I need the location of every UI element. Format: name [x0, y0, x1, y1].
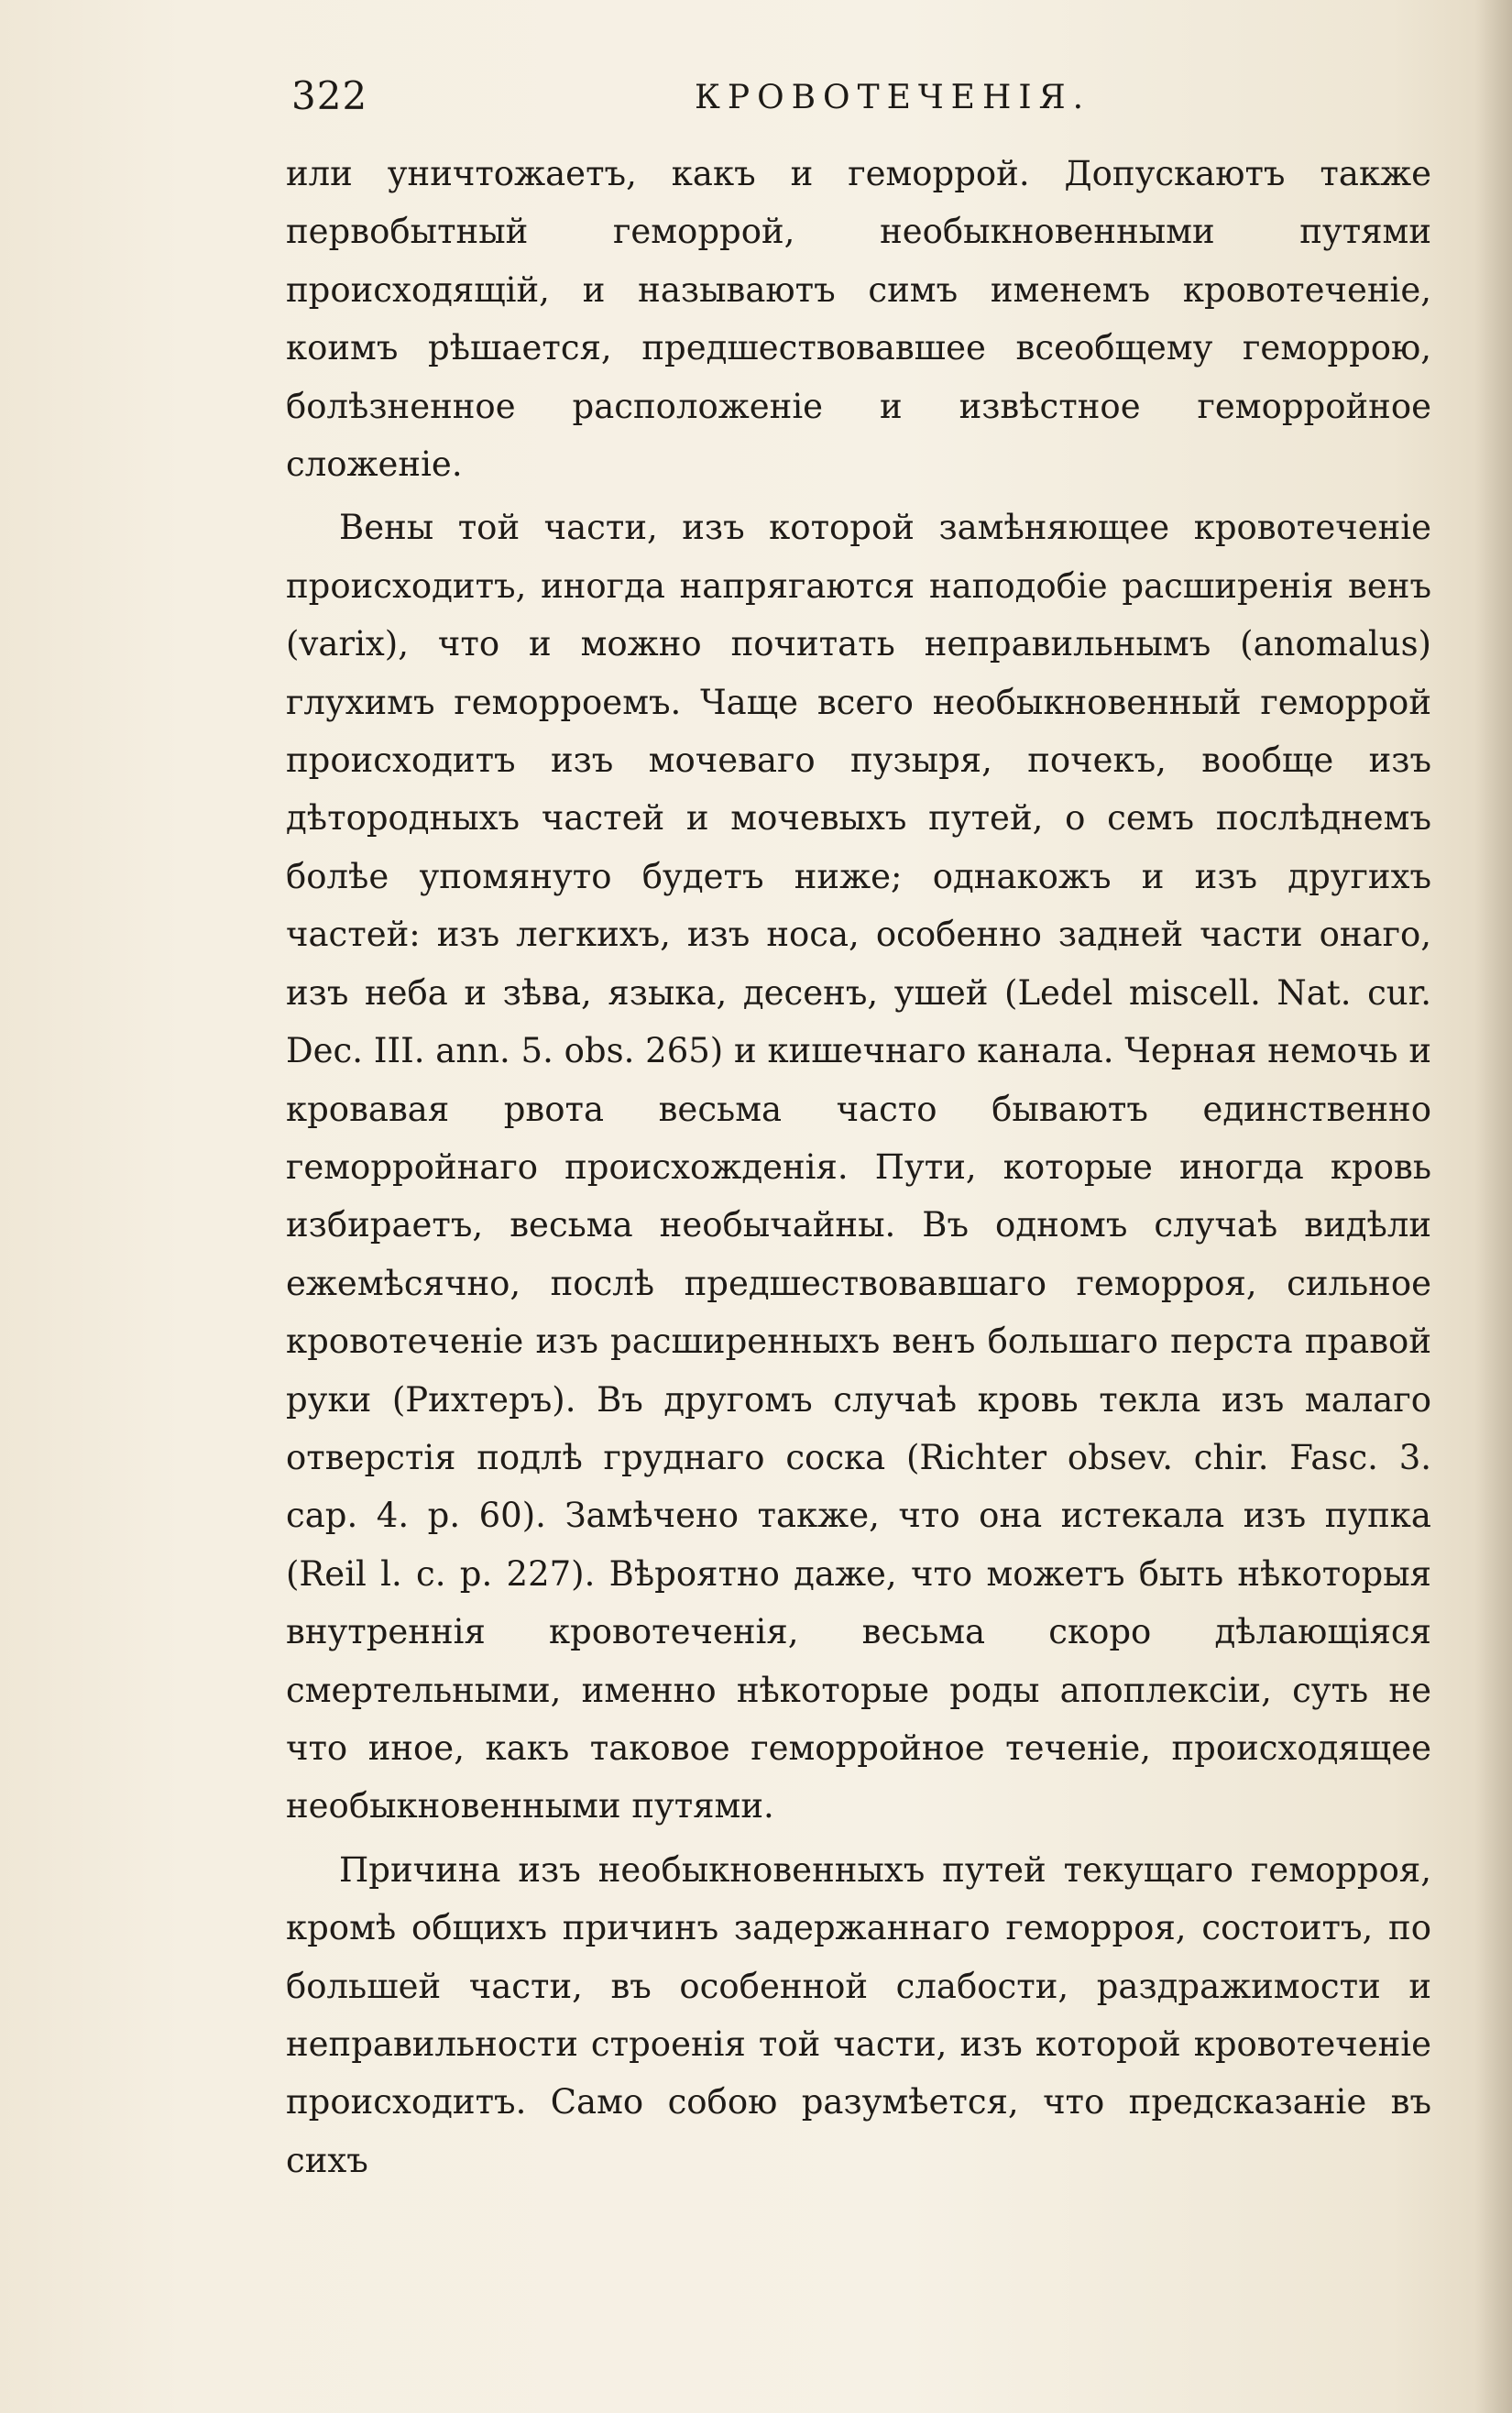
paragraph-3: Причина изъ необыкновенныхъ путей текущаго геморроя, кромѣ общихъ причинъ задержаннаго геморроя, состоитъ, по большей части, въ особенной слабости, раздражимости и неправильности строенія той части, изъ которой кровотеченіе происходитъ. Само собою разумѣется, что предсказаніе въ сихъ: [286, 1849, 1431, 2180]
page-header: [291, 73, 1428, 137]
spine-shadow: [1475, 0, 1512, 2413]
paragraph-2: Вены той части, изъ которой замѣняющее кровотеченіе происходитъ, иногда напрягаются наподобіе расширенія венъ (varix), что и можно почитать неправильнымъ (anomalus) глухимъ геморроемъ. Чаще всего необыкновенный геморрой происходитъ изъ мочеваго пузыря, почекъ, вообще изъ дѣтородныхъ частей и мочевыхъ путей, о семъ послѣднемъ болѣе упомянуто будетъ ниже; однакожъ и изъ другихъ частей: изъ легкихъ, изъ носа, особенно задней части онаго, изъ неба и зѣва, языка, десенъ, ушей (Ledel miscell. Nat. cur. Dec. III. ann. 5. obs. 265) и кишечнаго канала. Черная немочь и кровавая рвота весьма часто бываютъ единственно геморройнаго происхожденія. Пути, которые иногда кровь избираетъ, весьма необычайны. Въ одномъ случаѣ видѣли ежемѣсячно, послѣ предшествовавшаго геморроя, сильное кровотеченіе изъ расширенныхъ венъ большаго перста правой руки (Рихтеръ). Въ другомъ случаѣ кровь текла изъ малаго отверстія подлѣ груднаго соска (Richter obsev. chir. Fasc. 3. cap. 4. p. 60). Замѣчено также, что она истекала изъ пупка (Reil l. c. p. 227). Вѣроятно даже, что можетъ быть нѣкоторыя внутреннія кровотеченія, весьма скоро дѣлающіяся смертельными, именно нѣкоторые роды апоплексіи, суть не что иное, какъ таковое геморройное теченіе, происходящее необыкновенными путями.: [286, 508, 1431, 1826]
body-text: [286, 145, 1431, 2189]
paragraph-1: или уничтожаетъ, какъ и геморрой. Допускаютъ также первобытный геморрой, необыкновенными путями происходящій, и называютъ симъ именемъ кровотеченіе, коимъ рѣшается, предшествовавшее всеобщему геморрою, болѣзненное расположеніе и извѣстное геморройное сложеніе.: [286, 154, 1431, 485]
running-head: КРОВОТЕЧЕНІЯ.: [695, 79, 1091, 116]
page-number: 322: [291, 73, 368, 118]
